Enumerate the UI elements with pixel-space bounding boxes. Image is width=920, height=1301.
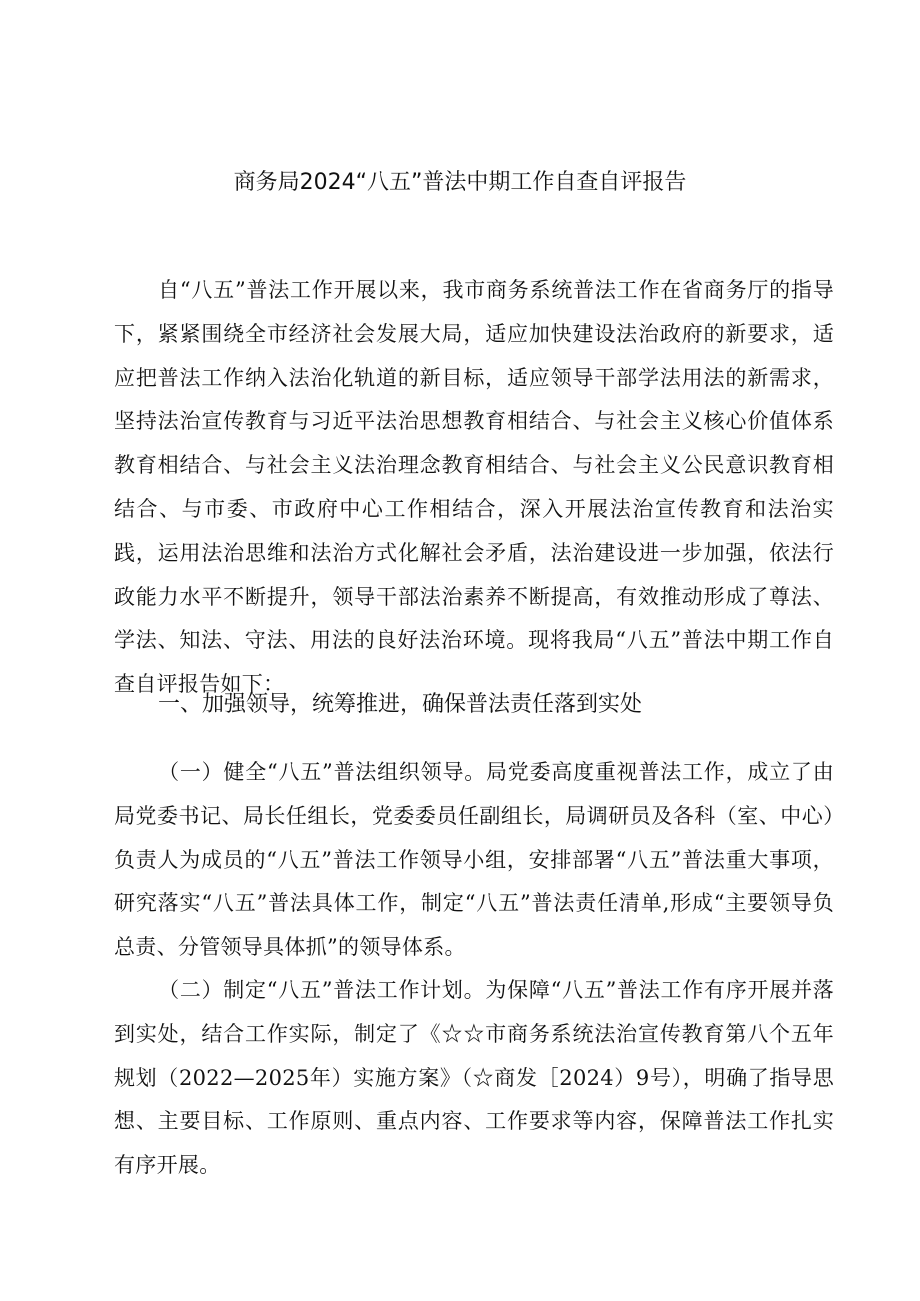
section-1-paragraph-2: （二）制定“八五”普法工作计划。为保障“八五”普法工作有序开展并落到实处，结合工作实际，制定了《☆☆市商务系统法治宣传教育第八个五年规划（2022—2025年）实施方案》（☆商发［2024）9号），明确了指导思想、主要目标、工作原则、重点内容、工作要求等内容，保障普法工作扎实有序开展。 <box>114 978 834 1178</box>
section-1-heading: 一、加强领导，统筹推进，确保普法责任落到实处 <box>158 692 643 717</box>
section-1-paragraph-1: （一）健全“八五”普法组织领导。局党委高度重视普法工作，成立了由局党委书记、局长任组长，党委委员任副组长，局调研员及各科（室、中心）负责人为成员的“八五”普法工作领导小组，安排部署“八五”普法重大事项，研究落实“八五”普法具体工作，制定“八五”普法责任清单,形成“主要领导负总责、分管领导具体抓”的领导体系。 <box>114 760 834 960</box>
intro-paragraph: 自“八五”普法工作开展以来，我市商务系统普法工作在省商务厅的指导下，紧紧围绕全市经济社会发展大局，适应加快建设法治政府的新要求，适应把普法工作纳入法治化轨道的新目标，适应领导干部学法用法的新需求，坚持法治宣传教育与习近平法治思想教育相结合、与社会主义核心价值体系教育相结合、与社会主义法治理念教育相结合、与社会主义公民意识教育相结合、与市委、市政府中心工作相结合，深入开展法治宣传教育和法治实践，运用法治思维和法治方式化解社会矛盾，法治建设进一步加强，依法行政能力水平不断提升，领导干部法治素养不断提高，有效推动形成了尊法、学法、知法、守法、用法的良好法治环境。现将我局“八五”普法中期工作自查自评报告如下： <box>114 278 834 697</box>
document-title: 商务局2024“八五”普法中期工作自查自评报告 <box>233 170 687 195</box>
